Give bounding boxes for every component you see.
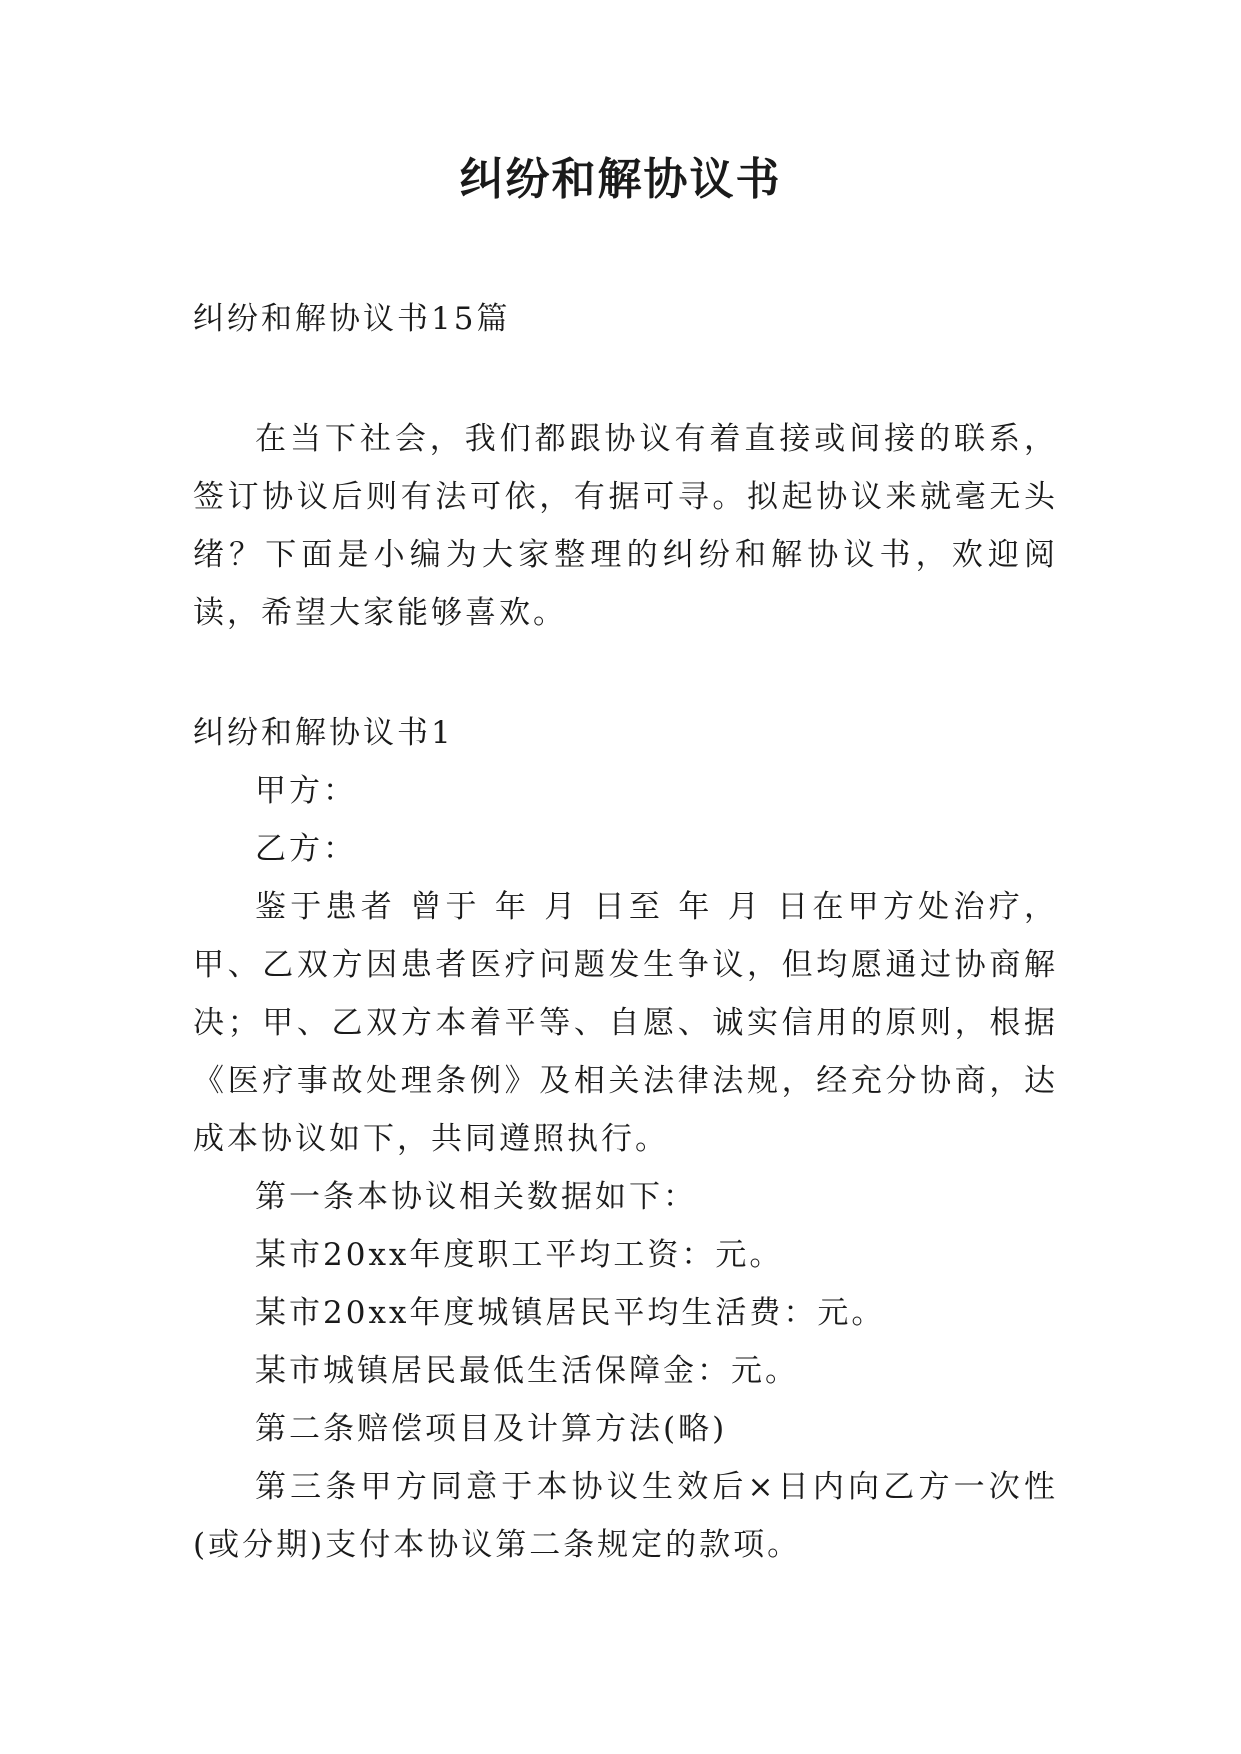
party-a-line: 甲方： (255, 773, 357, 809)
document-title: 纠纷和解协议书 (459, 154, 782, 205)
section-heading: 纠纷和解协议书1 (193, 715, 454, 751)
article-3-paragraph: 第三条甲方同意于本协议生效后×日内向乙方一次性(或分期)支付本协议第二条规定的款项。 (193, 1469, 1058, 1563)
data-item-minimum-security: 某市城镇居民最低生活保障金：元。 (255, 1353, 799, 1389)
party-b-line: 乙方： (255, 831, 357, 867)
data-item-living-cost: 某市20xx年度城镇居民平均生活费：元。 (255, 1295, 886, 1331)
data-item-average-wage: 某市20xx年度职工平均工资：元。 (255, 1237, 784, 1273)
article-1-heading: 第一条本协议相关数据如下： (255, 1179, 697, 1215)
document-body (193, 290, 1058, 1574)
article-2-paragraph: 第二条赔偿项目及计算方法(略) (255, 1411, 728, 1447)
intro-paragraph: 在当下社会，我们都跟协议有着直接或间接的联系，签订协议后则有法可依，有据可寻。拟起协议来就毫无头绪？下面是小编为大家整理的纠纷和解协议书，欢迎阅读，希望大家能够喜欢。 (193, 421, 1058, 631)
recital-paragraph: 鉴于患者 曾于 年 月 日至 年 月 日在甲方处治疗，甲、乙双方因患者医疗问题发生争议，但均愿通过协商解决；甲、乙双方本着平等、自愿、诚实信用的原则，根据《医疗事故处理条例》及相关法律法规，经充分协商，达成本协议如下，共同遵照执行。 (193, 889, 1058, 1157)
document-subtitle: 纠纷和解协议书15篇 (193, 301, 511, 337)
